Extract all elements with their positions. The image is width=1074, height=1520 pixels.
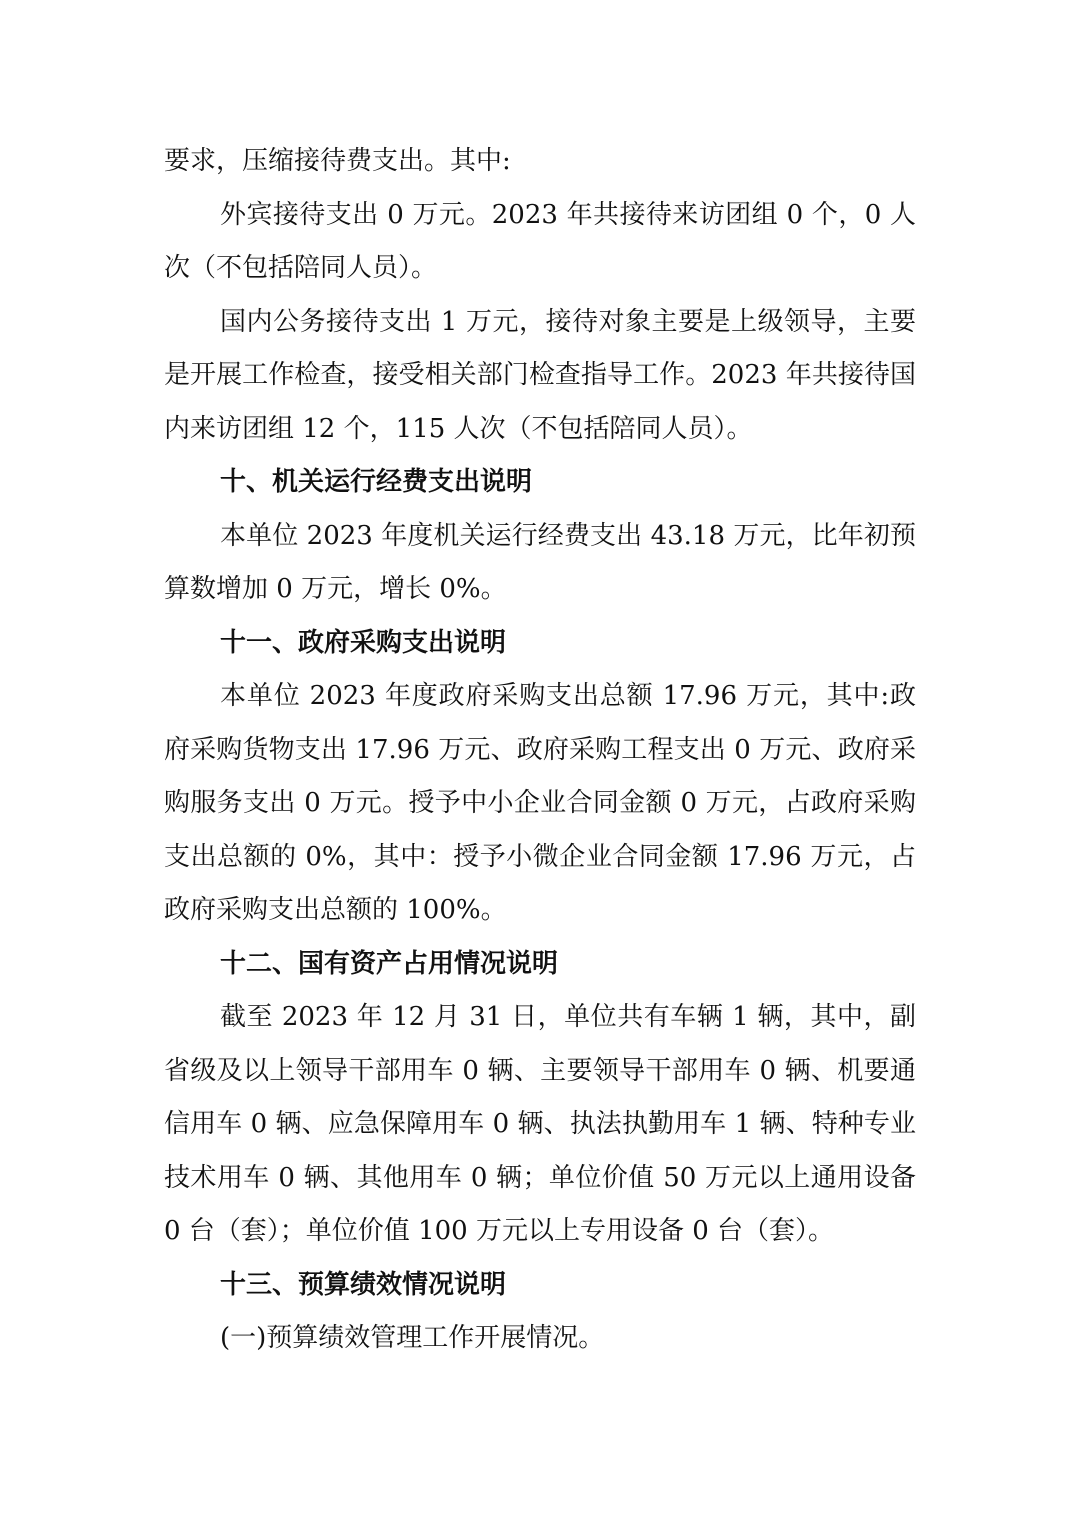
heading-section-11: 十一、政府采购支出说明 xyxy=(220,627,507,658)
paragraph-foreign-reception: 外宾接待支出 0 万元。2023 年共接待来访团组 0 个，0 人次（不包括陪同人员）。 xyxy=(164,199,916,283)
document-body xyxy=(164,135,916,1366)
paragraph-operating-expenses: 本单位 2023 年度机关运行经费支出 43.18 万元，比年初预算数增加 0 万元，增长 0%。 xyxy=(164,520,916,604)
heading-section-12: 十二、国有资产占用情况说明 xyxy=(220,948,559,979)
paragraph-government-procurement: 本单位 2023 年度政府采购支出总额 17.96 万元，其中:政府采购货物支出 17.96 万元、政府采购工程支出 0 万元、政府采购服务支出 0 万元。授予中小企业合同金额 0 万元，占政府采购支出总额的 0%，其中：授予小微企业合同金额 17.96 万元，占政府采购支出总额的 100%。 xyxy=(164,681,916,925)
paragraph-domestic-reception: 国内公务接待支出 1 万元，接待对象主要是上级领导，主要是开展工作检查，接受相关部门检查指导工作。2023 年共接待国内来访团组 12 个，115 人次（不包括陪同人员）。 xyxy=(164,306,916,444)
paragraph-performance-management: (一)预算绩效管理工作开展情况。 xyxy=(220,1323,605,1353)
paragraph-state-assets: 截至 2023 年 12 月 31 日，单位共有车辆 1 辆，其中，副省级及以上领导干部用车 0 辆、主要领导干部用车 0 辆、机要通信用车 0 辆、应急保障用车 0 辆、执法执勤用车 1 辆、特种专业技术用车 0 辆、其他用车 0 辆；单位价值 50 万元以上通用设备 0 台（套）；单位价值 100 万元以上专用设备 0 台（套）。 xyxy=(164,1002,916,1246)
heading-section-10: 十、机关运行经费支出说明 xyxy=(220,467,533,497)
paragraph-reception-intro: 要求，压缩接待费支出。其中: xyxy=(164,146,511,176)
heading-section-13: 十三、预算绩效情况说明 xyxy=(220,1269,507,1300)
